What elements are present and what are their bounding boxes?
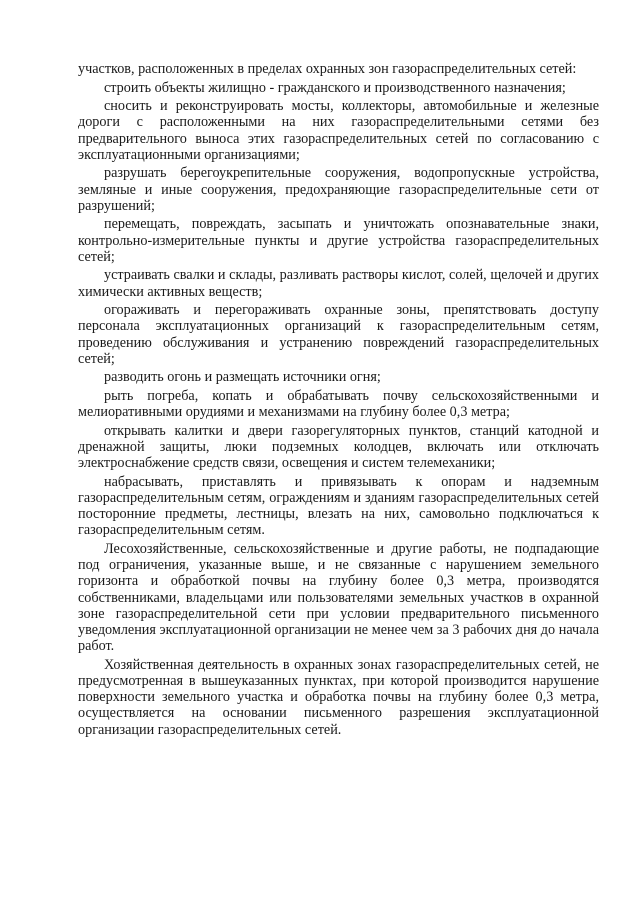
paragraph-item: огораживать и перегораживать охранные зоны, препятствовать доступу персонала эксплуатационных организаций к газораспределительным сетям, проведению обслуживания и устранению повреждений газораспределительных сетей;	[78, 302, 599, 367]
document-body	[78, 61, 599, 740]
paragraph-item: открывать калитки и двери газорегуляторных пунктов, станций катодной и дренажной защиты, люки подземных колодцев, включать или отключать электроснабжение средств связи, освещения и систем телемеханики;	[78, 422, 599, 472]
paragraph-forestry-works: Лесохозяйственные, сельскохозяйственные и другие работы, не подпадающие под ограничения, указанные выше, и не связанные с нарушением земельного горизонта и обработкой почвы на глубину более 0,3 метра, производятся собственниками, владельцами или пользователями земельных участков в охранной зоне газораспределительной сети при условии предварительного письменного уведомления эксплуатационной организации не менее чем за 3 рабочих дня до начала работ.	[78, 540, 599, 655]
paragraph-item: перемещать, повреждать, засыпать и уничтожать опознавательные знаки, контрольно-измерительные пункты и другие устройства газораспределительных сетей;	[78, 216, 599, 265]
paragraph-item: разрушать берегоукрепительные сооружения, водопропускные устройства, земляные и иные сооружения, предохраняющие газораспределительные сети от разрушений;	[78, 165, 599, 214]
paragraph-intro: участков, расположенных в пределах охранных зон газораспределительных сетей:	[78, 61, 577, 77]
paragraph-item: строить объекты жилищно - гражданского и производственного назначения;	[104, 79, 566, 96]
paragraph-item: устраивать свалки и склады, разливать растворы кислот, солей, щелочей и других химически активных веществ;	[78, 267, 599, 300]
paragraph-item: рыть погреба, копать и обрабатывать почву сельскохозяйственными и мелиоративными орудиями и механизмами на глубину более 0,3 метра;	[78, 387, 599, 421]
paragraph-item: сносить и реконструировать мосты, коллекторы, автомобильные и железные дороги с расположенными на них газораспределительными сетями без предварительного выноса этих газораспределительных сетей по согласованию с эксплуатационными организациями;	[78, 98, 599, 163]
paragraph-item: набрасывать, приставлять и привязывать к опорам и надземным газораспределительным сетям, ограждениям и зданиям газораспределительных сетей посторонние предметы, лестницы, влезать на них, самовольно подключаться к газораспределительным сетям.	[78, 473, 599, 539]
paragraph-item: разводить огонь и размещать источники огня;	[104, 369, 381, 386]
paragraph-economic-activity: Хозяйственная деятельность в охранных зонах газораспределительных сетей, не предусмотренная в вышеуказанных пунктах, при которой производится нарушение поверхности земельного участка и обработка почвы на глубину более 0,3 метра, осуществляется на основании письменного разрешения эксплуатационной организации газораспределительных сетей.	[78, 656, 599, 738]
